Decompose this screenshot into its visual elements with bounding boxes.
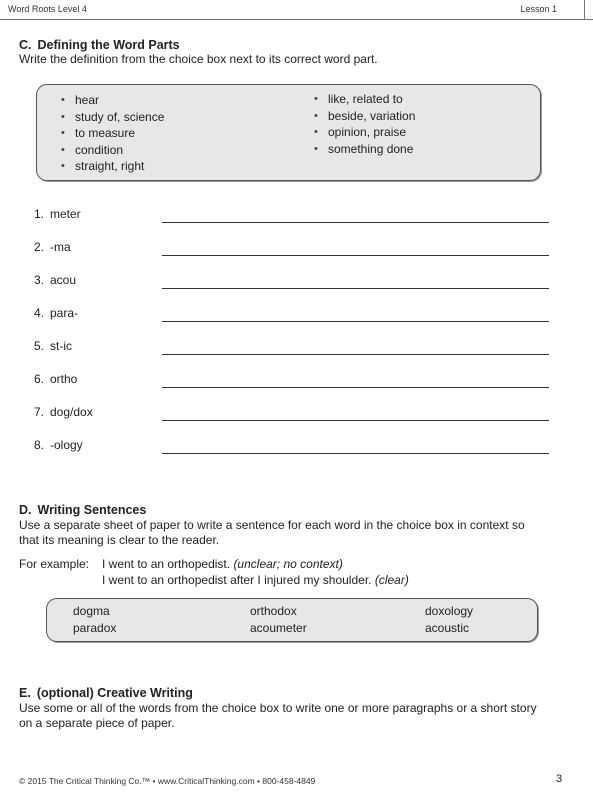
header-side-rule	[584, 0, 585, 19]
word-part-item	[34, 240, 554, 258]
example-sentence-clear	[102, 573, 409, 587]
section-c-letter: C.	[19, 38, 32, 52]
answer-line[interactable]	[162, 387, 549, 388]
item-number: 8.	[34, 438, 45, 452]
answer-line[interactable]	[162, 453, 549, 454]
section-d-instruction-line-2: that its meaning is clear to the reader.	[19, 533, 220, 547]
section-e-instruction-line-1: Use some or all of the words from the choice box to write one or more paragraphs or a short story	[19, 701, 537, 715]
choice-item: • opinion, praise	[314, 124, 415, 141]
section-e-letter: E.	[19, 686, 31, 700]
book-title: Word Roots Level 4	[8, 4, 87, 14]
answer-line[interactable]	[162, 321, 549, 322]
word-part: -ma	[50, 240, 71, 254]
word-part-item	[34, 405, 554, 423]
choice-item: • beside, variation	[314, 108, 415, 125]
item-number: 1.	[34, 207, 45, 221]
section-e-title: (optional) Creative Writing	[36, 686, 193, 700]
example-text: I went to an orthopedist.	[102, 557, 231, 571]
definition-choice-box	[36, 84, 541, 181]
word-part-item	[34, 306, 554, 324]
section-d-title: Writing Sentences	[37, 503, 147, 517]
word-part: acou	[50, 273, 77, 287]
section-d-heading	[19, 503, 146, 517]
section-e-instruction-line-2: on a separate piece of paper.	[19, 716, 175, 730]
page-number: 3	[556, 773, 563, 785]
word-part: st-ic	[50, 339, 72, 353]
item-number: 5.	[34, 339, 45, 353]
answer-line[interactable]	[162, 222, 549, 223]
answer-line[interactable]	[162, 354, 549, 355]
section-c-title: Defining the Word Parts	[37, 38, 180, 52]
choice-item: • hear	[61, 92, 164, 109]
answer-line[interactable]	[162, 288, 549, 289]
example-label: For example:	[19, 557, 90, 571]
choices-right-column	[314, 91, 415, 157]
choice-word: paradox	[73, 621, 117, 635]
word-part: -ology	[50, 438, 83, 452]
word-part: ortho	[50, 372, 78, 386]
item-number: 6.	[34, 372, 45, 386]
choice-word: orthodox	[250, 604, 297, 618]
item-number: 3.	[34, 273, 45, 287]
word-part-item	[34, 207, 554, 225]
example-text: I went to an orthopedist after I injured my shoulder.	[102, 573, 372, 587]
header-rule	[0, 19, 593, 20]
choice-item: • something done	[314, 141, 415, 158]
word-part: meter	[50, 207, 81, 221]
answer-line[interactable]	[162, 255, 549, 256]
example-note: (unclear; no context)	[233, 557, 343, 571]
section-e-heading	[19, 686, 193, 700]
item-number: 7.	[34, 405, 45, 419]
choice-item: • like, related to	[314, 91, 415, 108]
copyright-footer: © 2015 The Critical Thinking Co.™ • www.CriticalThinking.com • 800-458-4849	[19, 776, 316, 786]
item-number: 2.	[34, 240, 45, 254]
choice-item: • condition	[61, 142, 164, 159]
choice-word: doxology	[425, 604, 474, 618]
answer-line[interactable]	[162, 420, 549, 421]
word-part-item	[34, 339, 554, 357]
section-c-heading	[19, 38, 180, 52]
section-c-instruction: Write the definition from the choice box next to its correct word part.	[19, 52, 378, 66]
choice-item: • to measure	[61, 125, 164, 142]
word-part: dog/dox	[50, 405, 93, 419]
word-part-item	[34, 438, 554, 456]
example-sentence-unclear	[102, 557, 343, 571]
item-number: 4.	[34, 306, 45, 320]
word-part-item	[34, 273, 554, 291]
word-part-item	[34, 372, 554, 390]
section-d-instruction-line-1: Use a separate sheet of paper to write a sentence for each word in the choice box in context so	[19, 518, 525, 532]
choice-word: acoustic	[425, 621, 470, 635]
example-note: (clear)	[374, 573, 409, 587]
choice-word: dogma	[73, 604, 110, 618]
section-d-letter: D.	[19, 503, 32, 517]
choice-item: • study of, science	[61, 109, 164, 126]
word-part: para-	[50, 306, 79, 320]
choice-word: acoumeter	[250, 621, 307, 635]
choice-item: • straight, right	[61, 158, 164, 175]
lesson-label: Lesson 1	[520, 4, 557, 14]
choices-left-column	[61, 92, 164, 175]
